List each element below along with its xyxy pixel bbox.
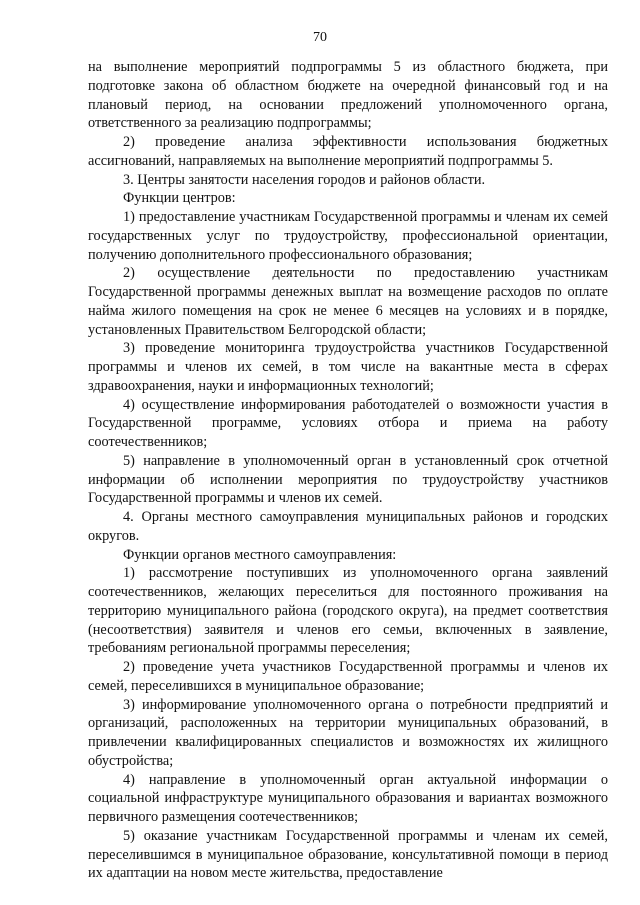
section-heading-local-government: 4. Органы местного самоуправления муниципальных районов и городских округов. [88, 509, 608, 544]
section-heading-employment-centers: 3. Центры занятости населения городов и районов области. [123, 171, 486, 188]
list-item-local-2: 2) проведение учета участников Государственной программы и членов их семей, переселившихся в муниципальное образование; [88, 659, 608, 694]
paragraph-continuation: на выполнение мероприятий подпрограммы 5 из областного бюджета, при подготовке закона об областном бюджете на очередной финансовый год и на плановый период, на основании предложений уполномоченного органа, ответственного за реализацию подпрограммы; [88, 59, 608, 132]
list-item-local-1: 1) рассмотрение поступивших из уполномоченного органа заявлений соотечественников, желающих переселиться для постоянного проживания на территорию муниципального района (городского округа), на предмет соответствия (несоответствия) заявителя и членов его семьи, включенных в заявление, требованиям региональной программы переселения; [88, 565, 608, 657]
functions-heading-local-government: Функции органов местного самоуправления: [123, 546, 397, 563]
document-body [88, 58, 608, 883]
list-item-centers-1: 1) предоставление участникам Государственной программы и членам их семей государственных услуг по трудоустройству, профессиональной ориентации, получению дополнительного профессионального образования; [88, 209, 608, 263]
list-item-local-5: 5) оказание участникам Государственной программы и членам их семей, переселившимся в муниципальное образование, консультативной помощи в период их адаптации на новом месте жительства, предоставление [88, 827, 608, 882]
page-number: 70 [313, 30, 327, 45]
list-item-local-3: 3) информирование уполномоченного органа о потребности предприятий и организаций, расположенных на территории муниципальных образований, в привлечении квалифицированных специалистов и возможностях их жилищного обустройства; [88, 696, 608, 769]
paragraph-analysis: 2) проведение анализа эффективности использования бюджетных ассигнований, направляемых на выполнение мероприятий подпрограммы 5. [88, 134, 608, 169]
list-item-centers-5: 5) направление в уполномоченный орган в установленный срок отчетной информации об исполнении мероприятия по трудоустройству участников Государственной программы и членов их семей. [88, 452, 608, 507]
list-item-centers-3: 3) проведение мониторинга трудоустройства участников Государственной программы и членов их семей, в том числе на вакантные места в сферах здравоохранения, науки и информационных технологий; [88, 340, 608, 394]
list-item-centers-4: 4) осуществление информирования работодателей о возможности участия в Государственной программе, условиях отбора и приема на работу соотечественников; [88, 396, 608, 450]
list-item-centers-2: 2) осуществление деятельности по предоставлению участникам Государственной программы денежных выплат на возмещение расходов по оплате найма жилого помещения на срок не менее 6 месяцев на условиях и в порядке, установленных Правительством Белгородской области; [88, 265, 608, 338]
list-item-local-4: 4) направление в уполномоченный орган актуальной информации о социальной инфраструктуре муниципального образования и вариантах возможного первичного размещения соотечественников; [88, 771, 608, 825]
functions-heading-centers: Функции центров: [123, 190, 236, 207]
